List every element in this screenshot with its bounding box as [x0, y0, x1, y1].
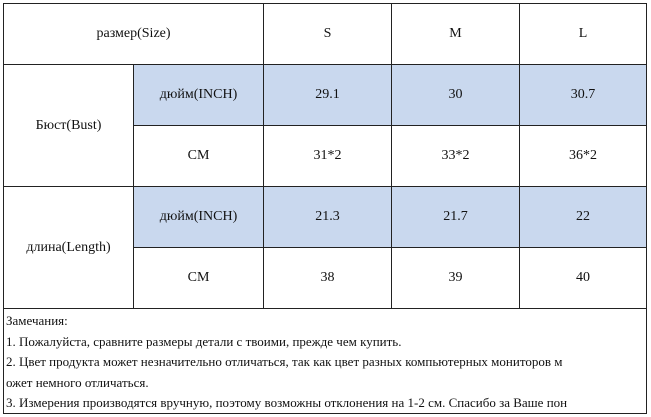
table-cell: 30 — [392, 65, 520, 126]
bust-label: Бюст(Bust) — [4, 65, 134, 187]
size-m-header: M — [392, 4, 520, 65]
table-cell: 21.7 — [392, 187, 520, 248]
size-l-header: L — [520, 4, 647, 65]
length-label: длина(Length) — [4, 187, 134, 309]
header-row — [4, 4, 647, 65]
size-table — [3, 3, 647, 309]
table-cell: 22 — [520, 187, 647, 248]
table-cell: 31*2 — [264, 126, 392, 187]
table-cell: 33*2 — [392, 126, 520, 187]
table-cell: 36*2 — [520, 126, 647, 187]
notes-title: Замечания: — [6, 313, 68, 328]
notes-section — [6, 311, 646, 414]
table-cell: 40 — [520, 248, 647, 309]
unit-label: CM — [134, 126, 264, 187]
size-chart — [3, 3, 647, 414]
table-cell: 30.7 — [520, 65, 647, 126]
table-cell: 38 — [264, 248, 392, 309]
note-line: ожет немного отличаться. — [6, 374, 149, 390]
note-line: 2. Цвет продукта может незначительно отличаться, так как цвет разных компьютерных мониторов м — [6, 354, 563, 369]
size-header-label: размер(Size) — [4, 4, 264, 65]
table-cell: 39 — [392, 248, 520, 309]
table-cell: 29.1 — [264, 65, 392, 126]
bust-inch-row — [4, 65, 647, 126]
length-inch-row — [4, 187, 647, 248]
unit-label: дюйм(INCH) — [134, 65, 264, 126]
table-cell: 21.3 — [264, 187, 392, 248]
unit-label: дюйм(INCH) — [134, 187, 264, 248]
size-s-header: S — [264, 4, 392, 65]
note-line: 3. Измерения производятся вручную, поэтому возможны отклонения на 1-2 см. Спасибо за Ваше пон — [6, 395, 568, 410]
note-line: 1. Пожалуйста, сравните размеры детали с твоими, прежде чем купить. — [6, 333, 402, 349]
unit-label: CM — [134, 248, 264, 309]
